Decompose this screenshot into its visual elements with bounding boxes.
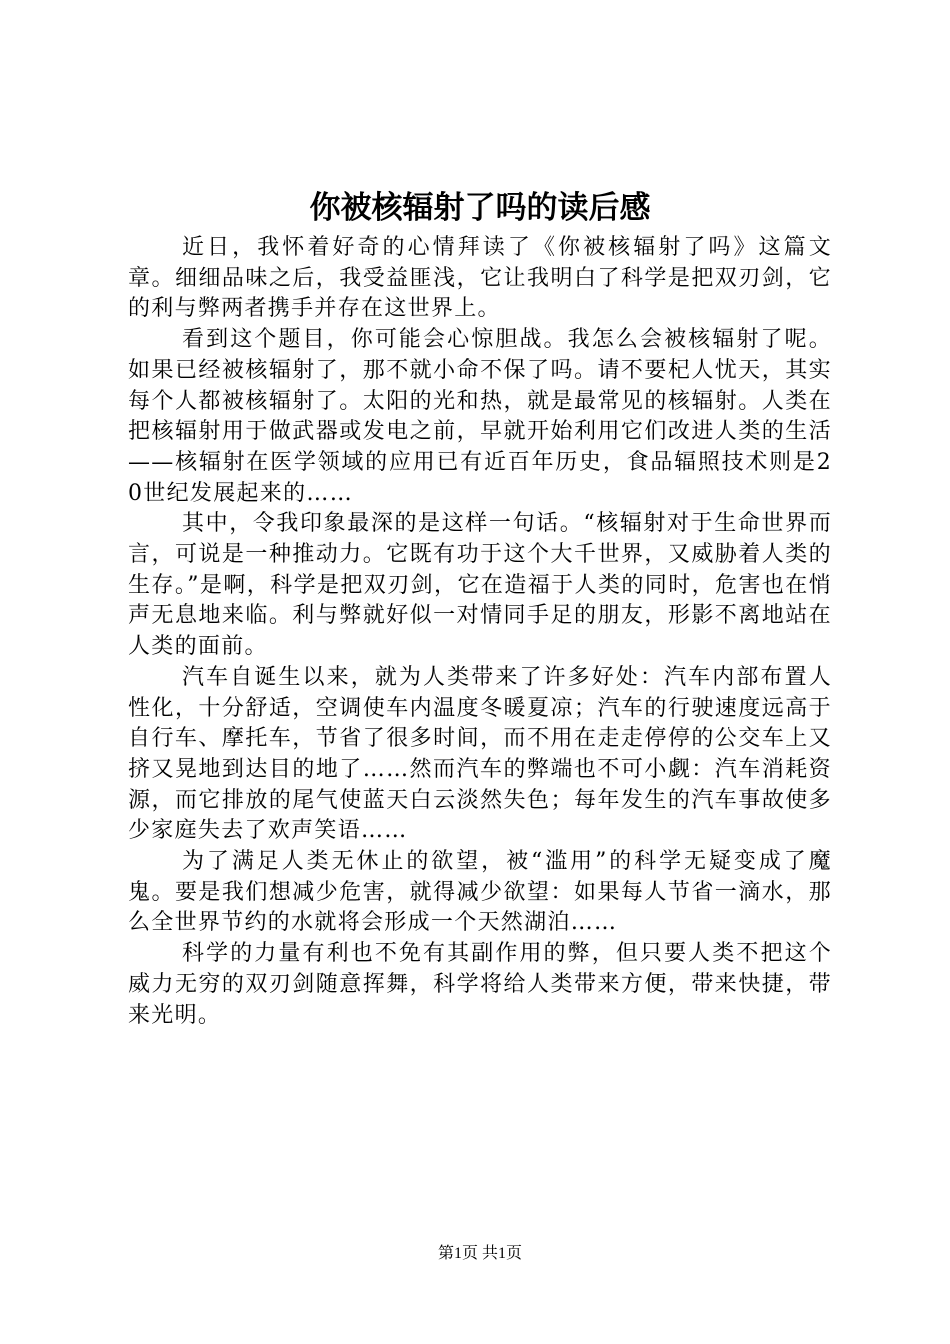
paragraph-6: 科学的力量有利也不免有其副作用的弊，但只要人类不把这个威力无穷的双刃剑随意挥舞，科学将给人类带来方便，带来快捷，带来光明。 <box>128 941 832 1028</box>
document-body <box>128 233 832 1031</box>
document-title: 你被核辐射了吗的读后感 <box>309 190 651 226</box>
paragraph-4: 汽车自诞生以来，就为人类带来了许多好处：汽车内部布置人性化，十分舒适，空调使车内温度冬暖夏凉；汽车的行驶速度远高于自行车、摩托车，节省了很多时间，而不用在走走停停的公交车上又挤又晃地到达目的地了……然而汽车的弊端也不可小觑：汽车消耗资源，而它排放的尾气使蓝天白云淡然失色；每年发生的汽车事故使多少家庭失去了欢声笑语…… <box>128 664 832 844</box>
paragraph-5: 为了满足人类无休止的欲望，被“滥用”的科学无疑变成了魔鬼。要是我们想减少危害，就得减少欲望：如果每人节省一滴水，那么全世界节约的水就将会形成一个天然湖泊…… <box>128 849 832 936</box>
paragraph-1: 近日，我怀着好奇的心情拜读了《你被核辐射了吗》这篇文章。细细品味之后，我受益匪浅，它让我明白了科学是把双刃剑，它的利与弊两者携手并存在这世界上。 <box>128 235 832 322</box>
page-footer: 第1页 共1页 <box>437 1245 522 1262</box>
paragraph-3: 其中，令我印象最深的是这样一句话。“核辐射对于生命世界而言，可说是一种推动力。它既有功于这个大千世界，又威胁着人类的生存。”是啊，科学是把双刃剑，它在造福于人类的同时，危害也在悄声无息地来临。利与弊就好似一对情同手足的朋友，形影不离地站在人类的面前。 <box>128 511 832 660</box>
paragraph-2: 看到这个题目，你可能会心惊胆战。我怎么会被核辐射了呢。如果已经被核辐射了，那不就小命不保了吗。请不要杞人忧天，其实每个人都被核辐射了。太阳的光和热，就是最常见的核辐射。人类在把核辐射用于做武器或发电之前，早就开始利用它们改进人类的生活——核辐射在医学领域的应用已有近百年历史，食品辐照技术则是20世纪发展起来的…… <box>128 327 832 506</box>
